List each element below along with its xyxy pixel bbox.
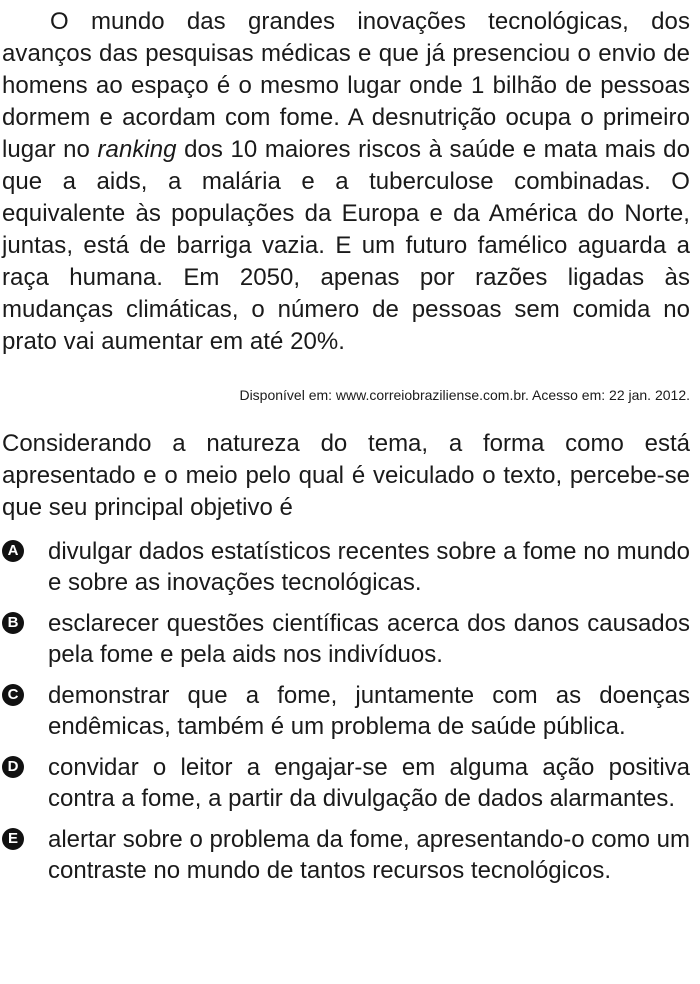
passage-text	[2, 6, 690, 358]
option-a[interactable]	[2, 536, 690, 598]
passage-part-1: O mundo das grandes inovações tecnológicas, dos avanços das pesquisas médicas e que já presenciou o envio de homens ao espaço é o mesmo lugar onde 1 bilhão de pessoas dormem e acordam com fome. A desnutrição ocupa o primeiro lugar no	[2, 8, 690, 163]
option-e-text: alertar sobre o problema da fome, apresentando-o como um contraste no mundo de tantos recursos tecnológicos.	[48, 826, 690, 884]
option-b[interactable]	[2, 608, 690, 670]
option-a-text: divulgar dados estatísticos recentes sobre a fome no mundo e sobre as inovações tecnológicas.	[48, 538, 690, 596]
passage-part-2: dos 10 maiores riscos à saúde e mata mais do que a aids, a malária e a tuberculose combinadas. O equivalente às populações da Europa e da América do Norte, juntas, está de barriga vazia. E um futuro famélico aguarda a raça humana. Em 2050, apenas por razões ligadas às mudanças climáticas, o número de pessoas sem comida no prato vai aumentar em até 20%.	[2, 136, 690, 355]
answer-options	[2, 536, 690, 886]
option-d-text: convidar o leitor a engajar-se em alguma ação positiva contra a fome, a partir da divulgação de dados alarmantes.	[48, 754, 690, 812]
question-page	[0, 6, 700, 984]
option-d-letter-badge: D	[2, 756, 24, 778]
option-b-text: esclarecer questões científicas acerca dos danos causados pela fome e pela aids nos indivíduos.	[48, 610, 690, 668]
source-citation: Disponível em: www.correiobraziliense.com.br. Acesso em: 22 jan. 2012.	[239, 387, 690, 403]
passage-italic-term: ranking	[97, 136, 177, 163]
option-d[interactable]	[2, 752, 690, 814]
option-e[interactable]	[2, 824, 690, 886]
question-prompt: Considerando a natureza do tema, a forma como está apresentado e o meio pelo qual é veiculado o texto, percebe-se que seu principal objetivo é	[2, 430, 690, 521]
option-c-text: demonstrar que a fome, juntamente com as doenças endêmicas, também é um problema de saúde pública.	[48, 682, 690, 740]
option-b-letter-badge: B	[2, 612, 24, 634]
option-e-letter-badge: E	[2, 828, 24, 850]
option-c-letter-badge: C	[2, 684, 24, 706]
option-c[interactable]	[2, 680, 690, 742]
option-a-letter-badge: A	[2, 540, 24, 562]
